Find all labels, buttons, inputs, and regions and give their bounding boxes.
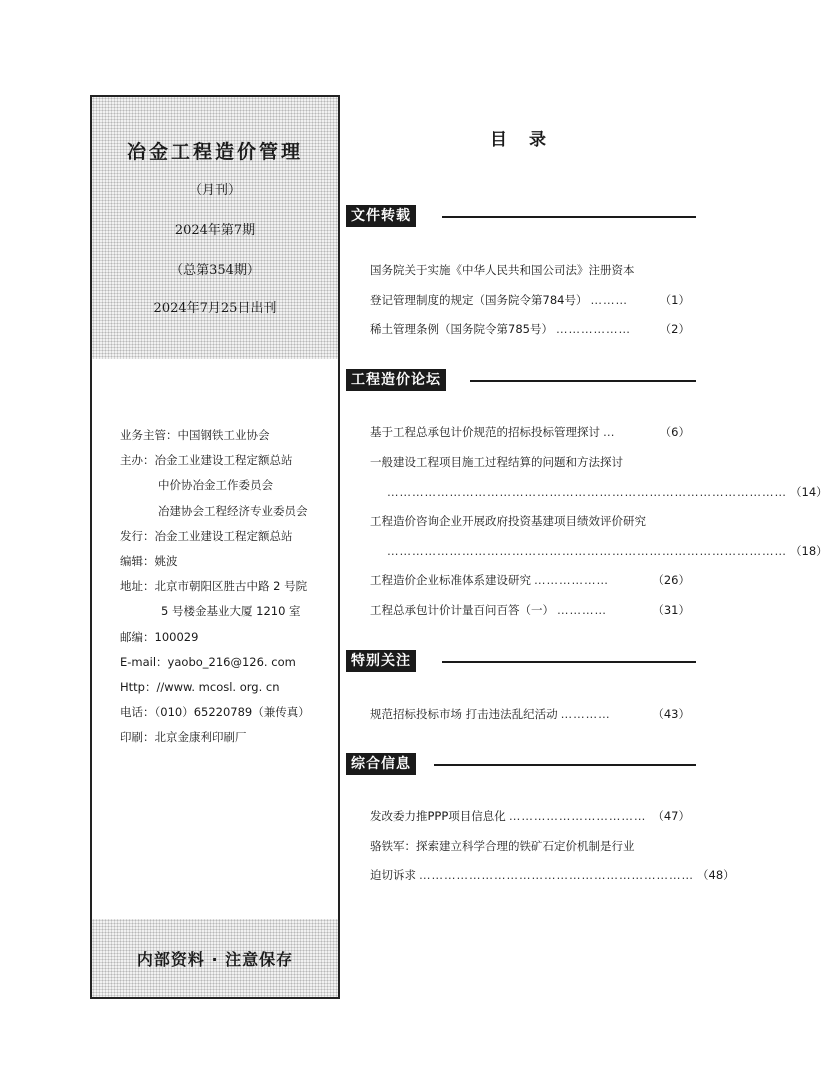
toc-entry[interactable] [370,602,690,618]
toc-leader: …………………………………………………………………………………… [387,544,787,558]
toc-entry-title: 发改委力推PPP项目信息化 [370,809,506,823]
toc-page-number: （26） [652,573,690,587]
toc-page-number: （1） [659,293,690,307]
frequency: （月刊） [188,183,241,198]
toc-leader: ………… [557,603,607,617]
imprint-sponsor: 主办：冶金工业建设工程定额总站 [120,453,293,468]
internal-material-notice: 内部资料 · 注意保存 [92,919,338,997]
toc-entry[interactable] [370,706,690,722]
imprint-sponsor-2: 中价协冶金工作委员会 [158,478,273,493]
toc-entry[interactable] [370,838,690,854]
toc-entry[interactable] [370,321,690,337]
toc-entry-title: 稀土管理条例（国务院令第785号） [370,322,553,336]
imprint-email: E-mail：yaobo_216@126. com [120,654,296,669]
imprint-address-2: 5 号楼金基业大厦 1210 室 [161,604,301,619]
toc-entry-title: 骆铁军：探索建立科学合理的铁矿石定价机制是行业 [370,839,635,853]
section-rule [442,661,696,663]
toc-page-number: （6） [659,425,690,439]
toc-title: 目录 [490,130,568,150]
imprint-address: 地址：北京市朝阳区胜古中路 2 号院 [120,579,308,594]
toc-entry-title: 工程造价企业标准体系建设研究 [370,573,531,587]
issue-number: 2024年第7期 [174,223,256,238]
imprint-supervisor: 业务主管：中国钢铁工业协会 [120,428,270,442]
toc-entry[interactable] [370,424,690,440]
section-rule [434,764,696,766]
toc-entry-title: 登记管理制度的规定（国务院令第784号） [370,293,588,307]
total-issue-number: （总第354期） [170,263,260,278]
toc-entry-title: 规范招标投标市场 打击违法乱纪活动 [370,707,558,721]
toc-entry-title: 国务院关于实施《中华人民共和国公司法》注册资本 [370,263,635,277]
toc-leader: …………………………… [508,809,647,823]
toc-entry-title: 基于工程总承包计价规范的招标投标管理探讨 [370,425,600,439]
toc-entry-title: 一般建设工程项目施工过程结算的问题和方法探讨 [370,455,623,469]
toc-entry[interactable] [384,543,828,559]
toc-entry[interactable] [370,867,735,883]
toc-page-number: （43） [652,707,690,721]
toc-leader: … [603,425,616,439]
toc-leader: ………… [560,707,611,721]
toc-entry[interactable] [370,262,690,278]
section-heading [346,205,696,227]
journal-title: 冶金工程造价管理 [126,141,303,163]
toc-page-number: （47） [652,809,690,823]
toc-page-number: （48） [697,868,735,882]
toc-page-number: （18） [790,544,828,558]
masthead-block [92,97,338,359]
toc-entry-title: 工程造价咨询企业开展政府投资基建项目绩效评价研究 [370,514,646,528]
toc-leader: ……… [590,293,628,307]
publish-date: 2024年7月25日出刊 [153,301,277,316]
section-heading [346,650,696,672]
imprint-sponsor-3: 冶建协会工程经济专业委员会 [158,503,308,518]
toc-entry-title: 迫切诉求 [370,868,416,882]
toc-leader: …………………………………………………………………………………… [387,485,787,499]
imprint-block [120,423,335,751]
imprint-printer: 印刷：北京金康利印刷厂 [120,730,247,745]
imprint-editor: 编辑：姚波 [120,554,178,569]
toc-page-number: （14） [790,485,828,499]
toc-entry[interactable] [370,454,690,470]
section-label: 文件转载 [346,205,416,227]
masthead-panel [90,95,340,999]
section-label: 工程造价论坛 [346,369,446,391]
toc-entry-title: 工程总承包计价计量百问百答（一） [370,603,554,617]
toc-leader: ……………… [534,573,609,587]
toc-entry[interactable] [370,513,690,529]
toc-leader: ……………… [555,322,631,336]
toc-entry[interactable] [370,808,690,824]
section-heading [346,369,696,391]
toc-entry[interactable] [370,292,690,308]
toc-entry[interactable] [384,484,828,500]
toc-leader: ………………………………………………………… [419,868,694,882]
toc-entry[interactable] [370,572,690,588]
toc-page-number: （31） [652,603,690,617]
section-heading [346,753,696,775]
imprint-phone: 电话：（010）65220789（兼传真） [120,705,310,720]
section-label: 综合信息 [346,753,416,775]
section-label: 特别关注 [346,650,416,672]
imprint-website: Http：//www. mcosl. org. cn [120,680,280,695]
imprint-postcode: 邮编：100029 [120,629,199,644]
section-rule [470,380,696,382]
toc-page-number: （2） [659,322,690,336]
imprint-publisher: 发行：冶金工业建设工程定额总站 [120,528,293,543]
section-rule [442,216,696,218]
